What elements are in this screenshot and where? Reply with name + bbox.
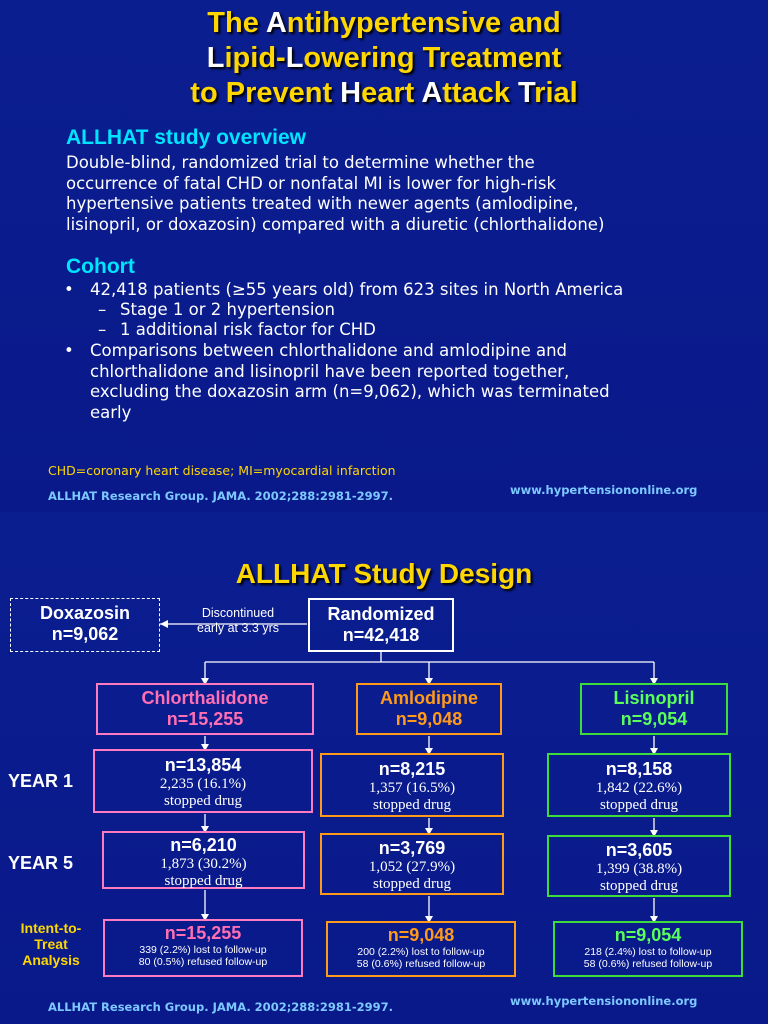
slide-title: ALLHAT Study Design bbox=[235, 558, 533, 589]
remaining-count: n=3,769 bbox=[378, 838, 446, 858]
overview-line: occurrence of fatal CHD or nonfatal MI is lower for high-risk bbox=[66, 173, 557, 193]
remaining-count: n=8,215 bbox=[378, 759, 446, 779]
remaining-count: n=6,210 bbox=[170, 835, 237, 855]
bullet-marker: • bbox=[64, 341, 74, 360]
website-link[interactable]: www.hypertensiononline.org bbox=[510, 483, 698, 497]
cohort-sub-1: Stage 1 or 2 hypertension bbox=[120, 300, 335, 319]
cohort-bullet-1: 42,418 patients (≥55 years old) from 623 sites in North America bbox=[90, 280, 624, 299]
arm-name: Amlodipine bbox=[380, 688, 478, 708]
title-line-1 bbox=[0, 6, 768, 41]
amlodipine-itt-box bbox=[326, 921, 516, 977]
dash-marker: – bbox=[98, 320, 107, 339]
title-text: ipid- bbox=[224, 42, 286, 74]
chlorthalidone-itt-box bbox=[103, 919, 303, 977]
remaining-count: n=3,605 bbox=[605, 840, 673, 860]
arm-count: n=15,255 bbox=[166, 709, 244, 729]
citation: ALLHAT Research Group. JAMA. 2002;288:2981-2997. bbox=[48, 489, 394, 503]
stopped-label: stopped drug bbox=[373, 797, 451, 813]
overview-paragraph bbox=[66, 153, 746, 235]
stopped-label: stopped drug bbox=[600, 797, 678, 813]
stopped-count: 1,399 (38.8%) bbox=[595, 861, 683, 877]
stopped-label: stopped drug bbox=[164, 793, 242, 809]
lisinopril-arm-box bbox=[580, 683, 728, 735]
abbreviation-footnote: CHD=coronary heart disease; MI=myocardial infarction bbox=[48, 463, 396, 478]
title-line-3 bbox=[0, 76, 768, 111]
discontinued-line: early at 3.3 yrs bbox=[197, 621, 279, 635]
row-label-year-1: YEAR 1 bbox=[8, 771, 74, 791]
title-text: ntihypertensive and bbox=[286, 7, 561, 39]
stopped-label: stopped drug bbox=[164, 873, 243, 889]
title-text: L bbox=[206, 42, 225, 74]
title-text: The bbox=[207, 7, 266, 39]
title-text: rial bbox=[534, 77, 578, 109]
overview-line: Double-blind, randomized trial to determine whether the bbox=[66, 153, 535, 172]
cohort-sub-2: 1 additional risk factor for CHD bbox=[120, 320, 376, 339]
lost-to-follow-up: 200 (2.2%) lost to follow-up bbox=[357, 946, 485, 958]
amlodipine-year-5-box bbox=[320, 833, 504, 895]
slide-title bbox=[0, 6, 768, 111]
stopped-count: 1,873 (30.2%) bbox=[160, 856, 247, 872]
itt-count: n=15,255 bbox=[164, 923, 242, 943]
chlorthalidone-year-5-box bbox=[102, 831, 305, 889]
doxazosin-count: n=9,062 bbox=[51, 624, 119, 644]
bullet-line: early bbox=[90, 402, 132, 422]
website-link[interactable]: www.hypertensiononline.org bbox=[510, 994, 698, 1008]
randomized-box bbox=[308, 598, 454, 652]
discontinued-note bbox=[170, 606, 306, 636]
title-text: to Prevent bbox=[190, 77, 341, 109]
stopped-count: 1,842 (22.6%) bbox=[595, 780, 683, 796]
chlorthalidone-year-1-box bbox=[93, 749, 313, 813]
lisinopril-year-5-box bbox=[547, 835, 731, 897]
overview-heading: ALLHAT study overview bbox=[66, 126, 306, 149]
remaining-count: n=8,158 bbox=[605, 759, 673, 779]
bullet-line: Comparisons between chlorthalidone and amlodipine and bbox=[90, 341, 568, 360]
stopped-count: 2,235 (16.1%) bbox=[159, 776, 247, 792]
refused-follow-up: 58 (0.6%) refused follow-up bbox=[583, 958, 713, 970]
discontinued-line: Discontinued bbox=[201, 606, 275, 620]
itt-count: n=9,048 bbox=[387, 925, 455, 945]
refused-follow-up: 58 (0.6%) refused follow-up bbox=[356, 958, 486, 970]
chlorthalidone-arm-box bbox=[96, 683, 314, 735]
overview-line: hypertensive patients treated with newer agents (amlodipine, bbox=[66, 194, 579, 213]
title-text: owering Treatment bbox=[303, 42, 562, 74]
bullet-marker: • bbox=[64, 280, 74, 299]
bullet-line: excluding the doxazosin arm (n=9,062), which was terminated bbox=[90, 382, 610, 401]
randomized-count: n=42,418 bbox=[342, 625, 420, 645]
itt-label-line: Analysis bbox=[22, 952, 80, 968]
stopped-label: stopped drug bbox=[373, 876, 451, 892]
cohort-heading: Cohort bbox=[66, 255, 135, 278]
doxazosin-box bbox=[10, 598, 160, 652]
arm-count: n=9,054 bbox=[620, 709, 688, 729]
lisinopril-year-1-box bbox=[547, 753, 731, 817]
arm-name: Lisinopril bbox=[613, 688, 695, 708]
stopped-count: 1,052 (27.9%) bbox=[368, 859, 456, 875]
randomized-label: Randomized bbox=[327, 604, 435, 624]
amlodipine-year-1-box bbox=[320, 753, 504, 817]
title-text: A bbox=[265, 7, 287, 39]
title-text: H bbox=[340, 77, 362, 109]
study-design-slide bbox=[0, 512, 768, 1024]
itt-label-line: Treat bbox=[34, 936, 68, 952]
arm-count: n=9,048 bbox=[395, 709, 463, 729]
title-text: ttack bbox=[442, 77, 519, 109]
stopped-label: stopped drug bbox=[600, 878, 678, 894]
itt-count: n=9,054 bbox=[614, 925, 682, 945]
doxazosin-label: Doxazosin bbox=[39, 603, 131, 623]
row-label-year-5: YEAR 5 bbox=[8, 853, 74, 873]
refused-follow-up: 80 (0.5%) refused follow-up bbox=[138, 956, 268, 968]
title-text: T bbox=[518, 77, 535, 109]
dash-marker: – bbox=[98, 300, 107, 319]
bullet-line: chlorthalidone and lisinopril have been reported together, bbox=[90, 361, 570, 381]
arrow-head bbox=[160, 620, 168, 628]
title-line-2 bbox=[0, 41, 768, 76]
title-text: L bbox=[285, 42, 304, 74]
itt-label-line: Intent-to- bbox=[20, 920, 82, 936]
lisinopril-itt-box bbox=[553, 921, 743, 977]
citation: ALLHAT Research Group. JAMA. 2002;288:2981-2997. bbox=[48, 1000, 394, 1014]
amlodipine-arm-box bbox=[356, 683, 502, 735]
title-text: A bbox=[421, 77, 443, 109]
stopped-count: 1,357 (16.5%) bbox=[368, 780, 456, 796]
lost-to-follow-up: 339 (2.2%) lost to follow-up bbox=[139, 944, 267, 956]
title-text: eart bbox=[361, 77, 422, 109]
overview-line: lisinopril, or doxazosin) compared with a diuretic (chlorthalidone) bbox=[66, 214, 605, 234]
arm-name: Chlorthalidone bbox=[141, 688, 269, 708]
lost-to-follow-up: 218 (2.4%) lost to follow-up bbox=[584, 946, 712, 958]
remaining-count: n=13,854 bbox=[164, 755, 242, 775]
cohort-bullet-2 bbox=[90, 341, 740, 423]
row-label-intent-to-treat bbox=[2, 920, 100, 968]
